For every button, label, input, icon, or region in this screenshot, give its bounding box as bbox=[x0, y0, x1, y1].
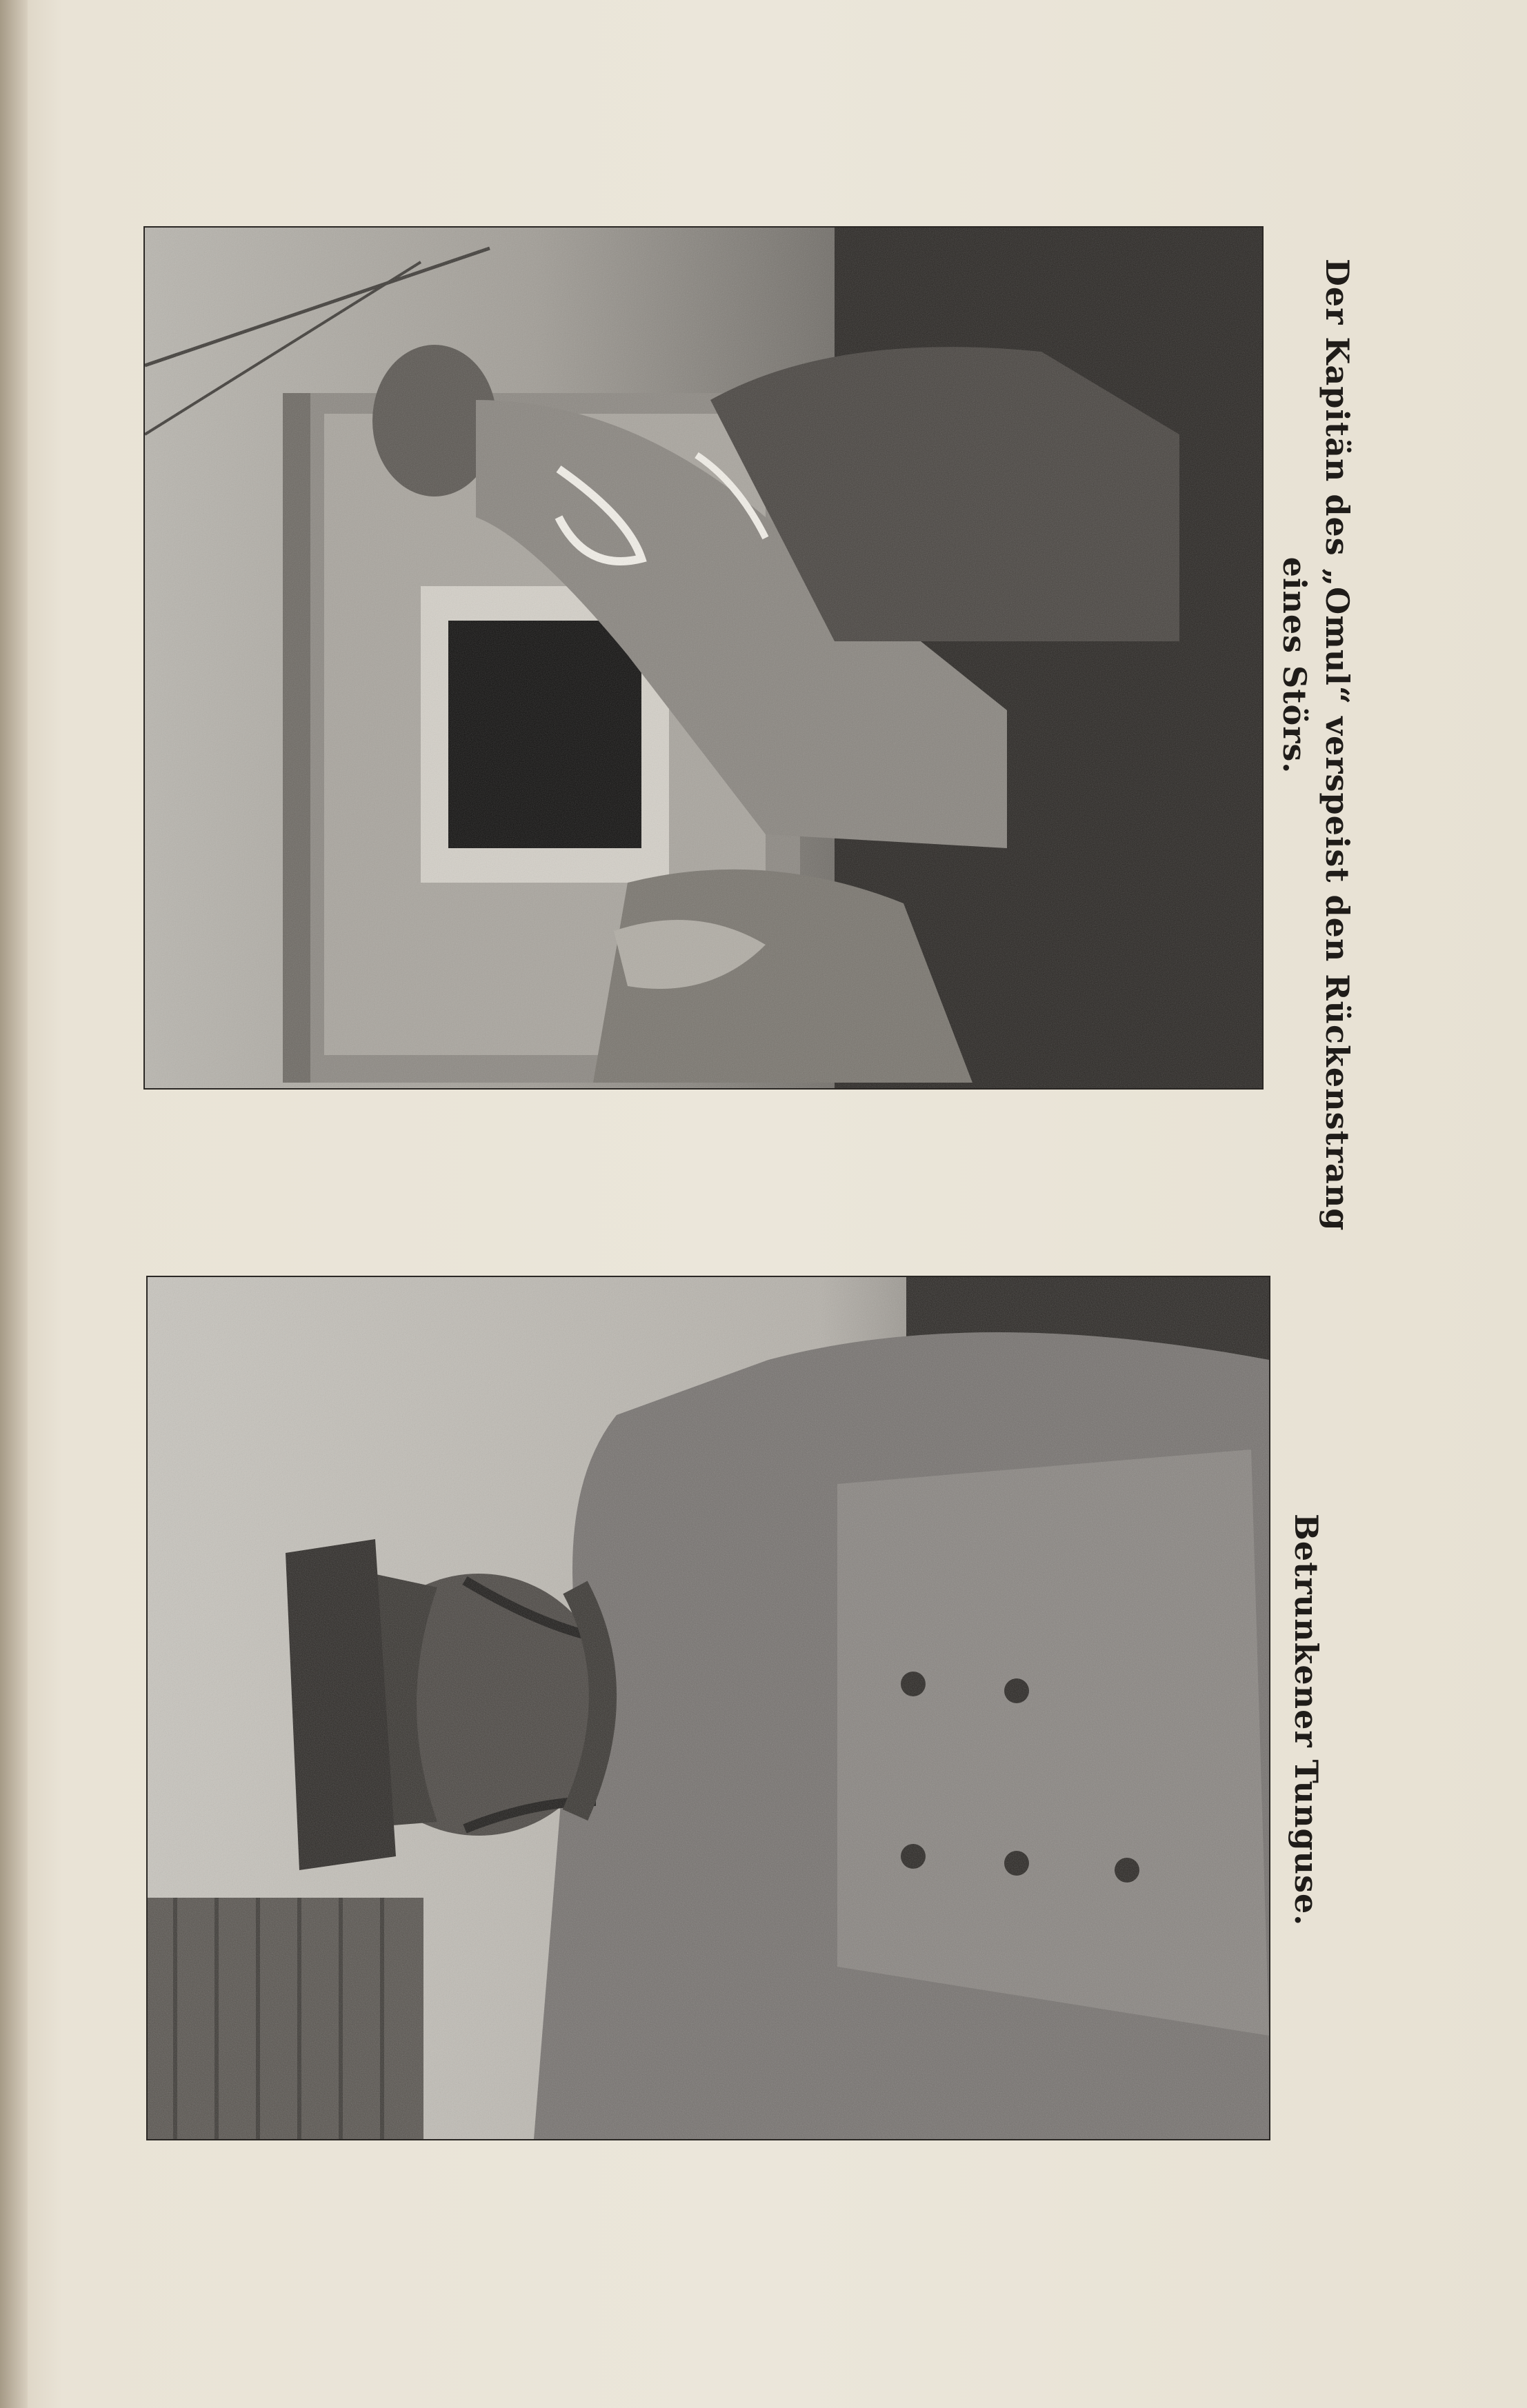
book-spine-shadow bbox=[0, 0, 28, 2408]
photo-captain-illustration bbox=[145, 228, 1262, 1088]
caption-bottom-photo bbox=[1285, 1514, 1328, 1927]
caption-top-line-1: Der Kapitän des „Omul“ verspeist den Rückenstrang bbox=[1319, 259, 1356, 1232]
photo-drunk-tungus bbox=[146, 1276, 1270, 2140]
photo-captain-eating-sturgeon bbox=[143, 226, 1264, 1090]
caption-bottom-line-1: Betrunkener Tunguse. bbox=[1288, 1514, 1325, 1927]
caption-top-photo bbox=[1273, 259, 1359, 1232]
photo-tungus-illustration bbox=[148, 1277, 1269, 2139]
caption-top-line-2: eines Störs. bbox=[1276, 556, 1313, 774]
